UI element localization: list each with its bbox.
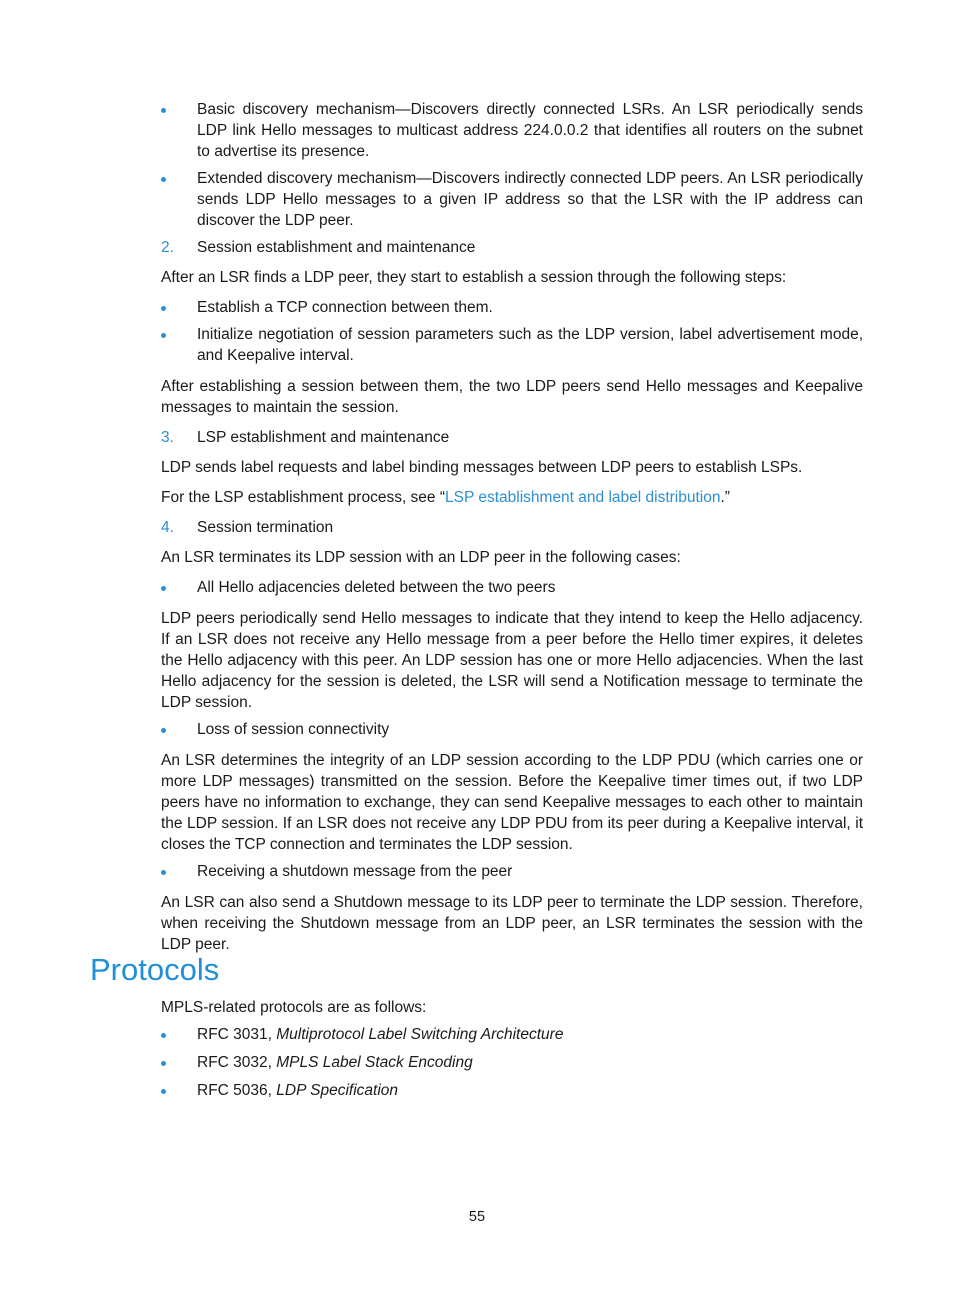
bullet-item: [161, 297, 863, 318]
bullet-text: Initialize negotiation of session parameters such as the LDP version, label advertisement mode, and Keepalive interval.: [197, 326, 863, 364]
paragraph: An LSR terminates its LDP session with an LDP peer in the following cases:: [161, 549, 681, 566]
numbered-step: [161, 237, 863, 258]
step-title: LSP establishment and maintenance: [197, 429, 450, 446]
bullet-text: Establish a TCP connection between them.: [197, 299, 493, 316]
bullet-icon: [161, 108, 166, 113]
bullet-text: Basic discovery mechanism—Discovers directly connected LSRs. An LSR periodically sends LDP link Hello messages to multicast address 224.0.0.2 that identifies all routers on the subnet to advertise its presence.: [197, 101, 863, 160]
step-title: Session establishment and maintenance: [197, 239, 476, 256]
rfc-title: MPLS Label Stack Encoding: [276, 1054, 473, 1071]
bullet-item: [161, 168, 863, 231]
paragraph: An LSR determines the integrity of an LDP session according to the LDP PDU (which carries one or more LDP messages) transmitted on the session. Before the Keepalive timer times out, if two LDP peers have no information to exchange, they can send Keepalive messages to each other to maintain the LDP session. If an LSR does not receive any LDP PDU from its peer during a Keepalive interval, it closes the TCP connection and terminates the LDP session.: [161, 752, 863, 853]
paragraph-with-link: [161, 487, 863, 508]
bullet-icon: [161, 1033, 166, 1038]
rfc-number: RFC 3031,: [197, 1026, 277, 1043]
bullet-icon: [161, 306, 166, 311]
page-number: 55: [468, 1209, 486, 1225]
section-heading: Protocols: [90, 952, 220, 987]
step-number: 2.: [161, 239, 174, 256]
bullet-text: Receiving a shutdown message from the peer: [197, 863, 513, 880]
paragraph: An LSR can also send a Shutdown message to its LDP peer to terminate the LDP session. Therefore, when receiving the Shutdown message from an LDP peer, an LSR terminates the session with the LDP peer.: [161, 894, 863, 953]
bullet-icon: [161, 586, 166, 591]
protocol-item: [161, 1024, 863, 1045]
bullet-icon: [161, 1061, 166, 1066]
bullet-icon: [161, 870, 166, 875]
link-suffix: .”: [720, 489, 730, 506]
bullet-item: [161, 99, 863, 162]
rfc-number: RFC 5036,: [197, 1082, 277, 1099]
rfc-title: LDP Specification: [276, 1082, 399, 1099]
bullet-item: [161, 324, 863, 366]
bullet-text: Loss of session connectivity: [197, 721, 390, 738]
step-title: Session termination: [197, 519, 334, 536]
step-number: 3.: [161, 429, 174, 446]
protocol-item: [161, 1052, 863, 1073]
bullet-item: [161, 861, 863, 882]
bullet-text: Extended discovery mechanism—Discovers indirectly connected LDP peers. An LSR periodically sends LDP Hello messages to a given IP address so that the LSR with the IP address can discover the LDP peer.: [197, 170, 863, 229]
numbered-step: [161, 517, 863, 538]
bullet-icon: [161, 177, 166, 182]
bullet-item: [161, 719, 863, 740]
bullet-text: All Hello adjacencies deleted between the two peers: [197, 579, 556, 596]
main-content: [161, 99, 863, 964]
protocol-item: [161, 1080, 863, 1101]
bullet-icon: [161, 1089, 166, 1094]
paragraph: LDP sends label requests and label binding messages between LDP peers to establish LSPs.: [161, 459, 803, 476]
paragraph: After establishing a session between them, the two LDP peers send Hello messages and Keepalive messages to maintain the session.: [161, 378, 863, 416]
link-prefix: For the LSP establishment process, see “: [161, 489, 446, 506]
protocols-section: [161, 997, 863, 1108]
rfc-title: Multiprotocol Label Switching Architecture: [276, 1026, 564, 1043]
step-number: 4.: [161, 519, 174, 536]
bullet-icon: [161, 728, 166, 733]
bullet-icon: [161, 333, 166, 338]
bullet-item: [161, 577, 863, 598]
paragraph: After an LSR finds a LDP peer, they start to establish a session through the following steps:: [161, 269, 787, 286]
numbered-step: [161, 427, 863, 448]
cross-reference-link[interactable]: LSP establishment and label distribution: [445, 489, 721, 506]
rfc-number: RFC 3032,: [197, 1054, 277, 1071]
paragraph: LDP peers periodically send Hello messages to indicate that they intend to keep the Hello adjacency. If an LSR does not receive any Hello message from a peer before the Hello timer expires, it deletes the Hello adjacency with this peer. An LDP session has one or more Hello adjacencies. When the last Hello adjacency for the session is deleted, the LSR will send a Notification message to terminate the LDP session.: [161, 610, 863, 711]
protocols-intro: MPLS-related protocols are as follows:: [161, 999, 427, 1016]
